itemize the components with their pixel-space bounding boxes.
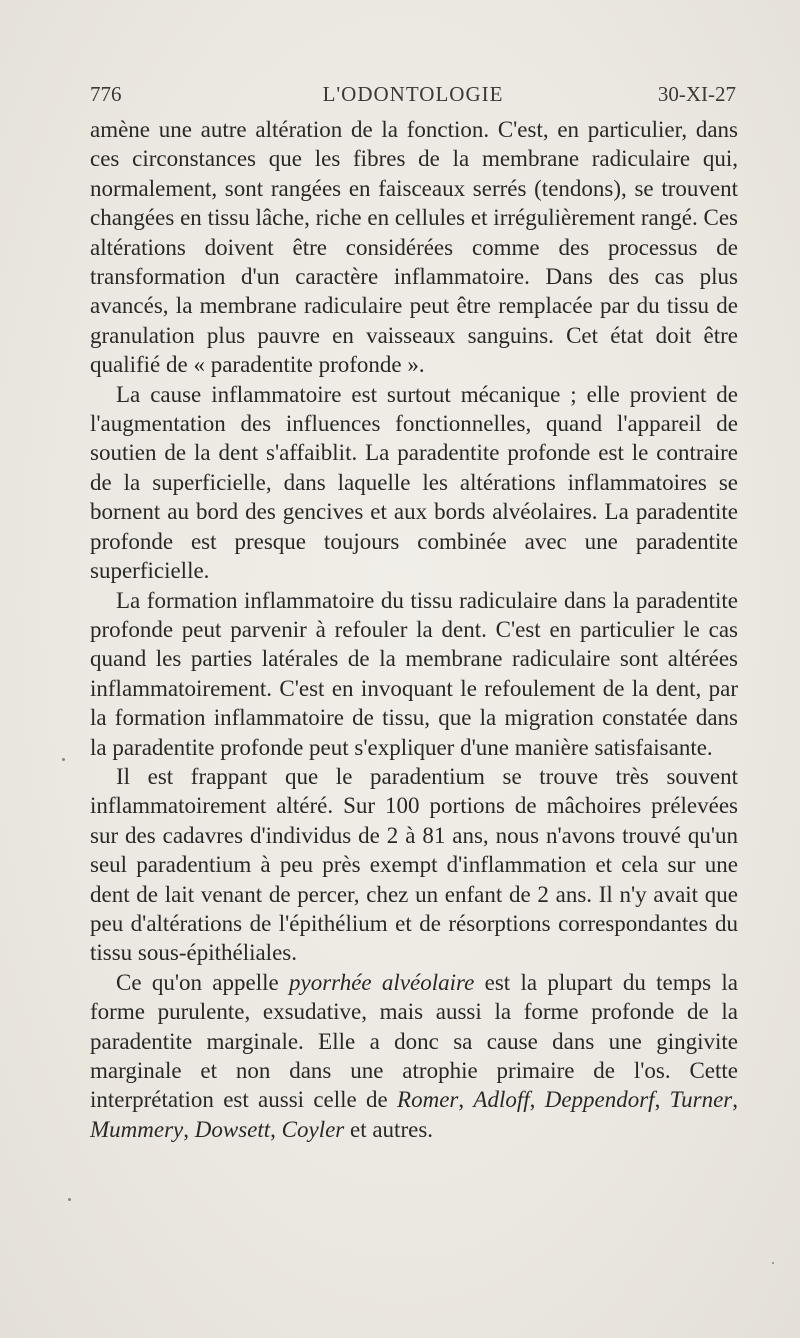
article-body	[90, 115, 738, 1144]
separator: ,	[183, 1116, 195, 1142]
paper-speck	[68, 1198, 71, 1201]
page-number: 776	[90, 82, 122, 106]
paragraph-2: La cause inflammatoire est surtout mécanique ; elle provient de l'augmentation des influences fonctionnelles, quand l'appareil de soutien de la dent s'affaiblit. La paradentite profonde est le contraire de la superficielle, dans laquelle les altérations inflammatoires se bornent au bord des gencives et aux bords alvéolaires. La paradentite profonde est presque toujours combinée avec une paradentite superficielle.	[90, 381, 738, 584]
issue-date: 30-XI-27	[657, 82, 736, 106]
separator: ,	[270, 1116, 282, 1142]
paragraph-3: La formation inflammatoire du tissu radiculaire dans la paradentite profonde peut parvenir à refouler la dent. C'est en particulier le cas quand les parties latérales de la membrane radiculaire sont altérées inflammatoirement. C'est en invoquant le refoulement de la dent, par la formation inflammatoire de tissu, que la migration constatée dans la paradentite profonde peut s'expliquer d'une manière satisfaisante.	[90, 587, 738, 760]
paragraph-1: amène une autre altération de la fonction. C'est, en particulier, dans ces circonstances que les fibres de la membrane radiculaire qui, normalement, sont rangées en faisceaux serrés (tendons), se trouvent changées en tissu lâche, riche en cellules et irrégulièrement rangé. Ces altérations doivent être considérées comme des processus de transformation d'un caractère inflammatoire. Dans des cas plus avancés, la membrane radiculaire peut être remplacée par du tissu de granulation plus pauvre en vaisseaux sanguins. Cet état doit être qualifié de « paradentite profonde ».	[90, 117, 738, 378]
paragraph-5	[90, 968, 738, 1144]
author-romer: Romer	[397, 1087, 459, 1113]
author-turner: Turner	[669, 1087, 733, 1113]
author-coyler: Coyler	[281, 1116, 345, 1142]
separator: ,	[529, 1087, 545, 1113]
author-dowsett: Dowsett	[194, 1116, 271, 1142]
paragraph-5-text-b: est la plupart du temps la forme purulente, exsudative, mais aussi la forme profonde de la paradentite marginale. Elle a donc sa cause dans une gingivite marginale et non dans une atrophie primaire de l'os. Cette interprétation est aussi celle de	[90, 969, 738, 1113]
paragraph-4: Il est frappant que le paradentium se trouve très souvent inflammatoirement altéré. Sur 100 portions de mâchoires prélevées sur des cadavres d'individus de 2 à 81 ans, nous n'avons trouvé qu'un seul paradentium à peu près exempt d'inflammation et cela sur une dent de lait venant de percer, chez un enfant de 2 ans. Il n'y avait que peu d'altérations de l'épithélium et de résorptions correspondantes du tissu sous-épithéliales.	[90, 763, 738, 966]
author-adloff: Adloff	[473, 1087, 530, 1113]
separator: ,	[458, 1087, 474, 1113]
journal-title: L'ODONTOLOGIE	[322, 82, 504, 106]
separator: ,	[654, 1087, 670, 1113]
paragraph-5-text-a: Ce qu'on appelle	[116, 969, 290, 995]
author-deppendorf: Deppendorf	[544, 1087, 655, 1113]
paper-speck	[772, 1262, 774, 1264]
author-mummery: Mummery	[90, 1116, 184, 1142]
separator: ,	[732, 1087, 739, 1113]
running-header	[90, 82, 736, 112]
paper-speck	[62, 758, 65, 761]
term-pyorrhee: pyorrhée alvéolaire	[289, 969, 475, 995]
paragraph-5-text-c: et autres.	[344, 1116, 434, 1142]
